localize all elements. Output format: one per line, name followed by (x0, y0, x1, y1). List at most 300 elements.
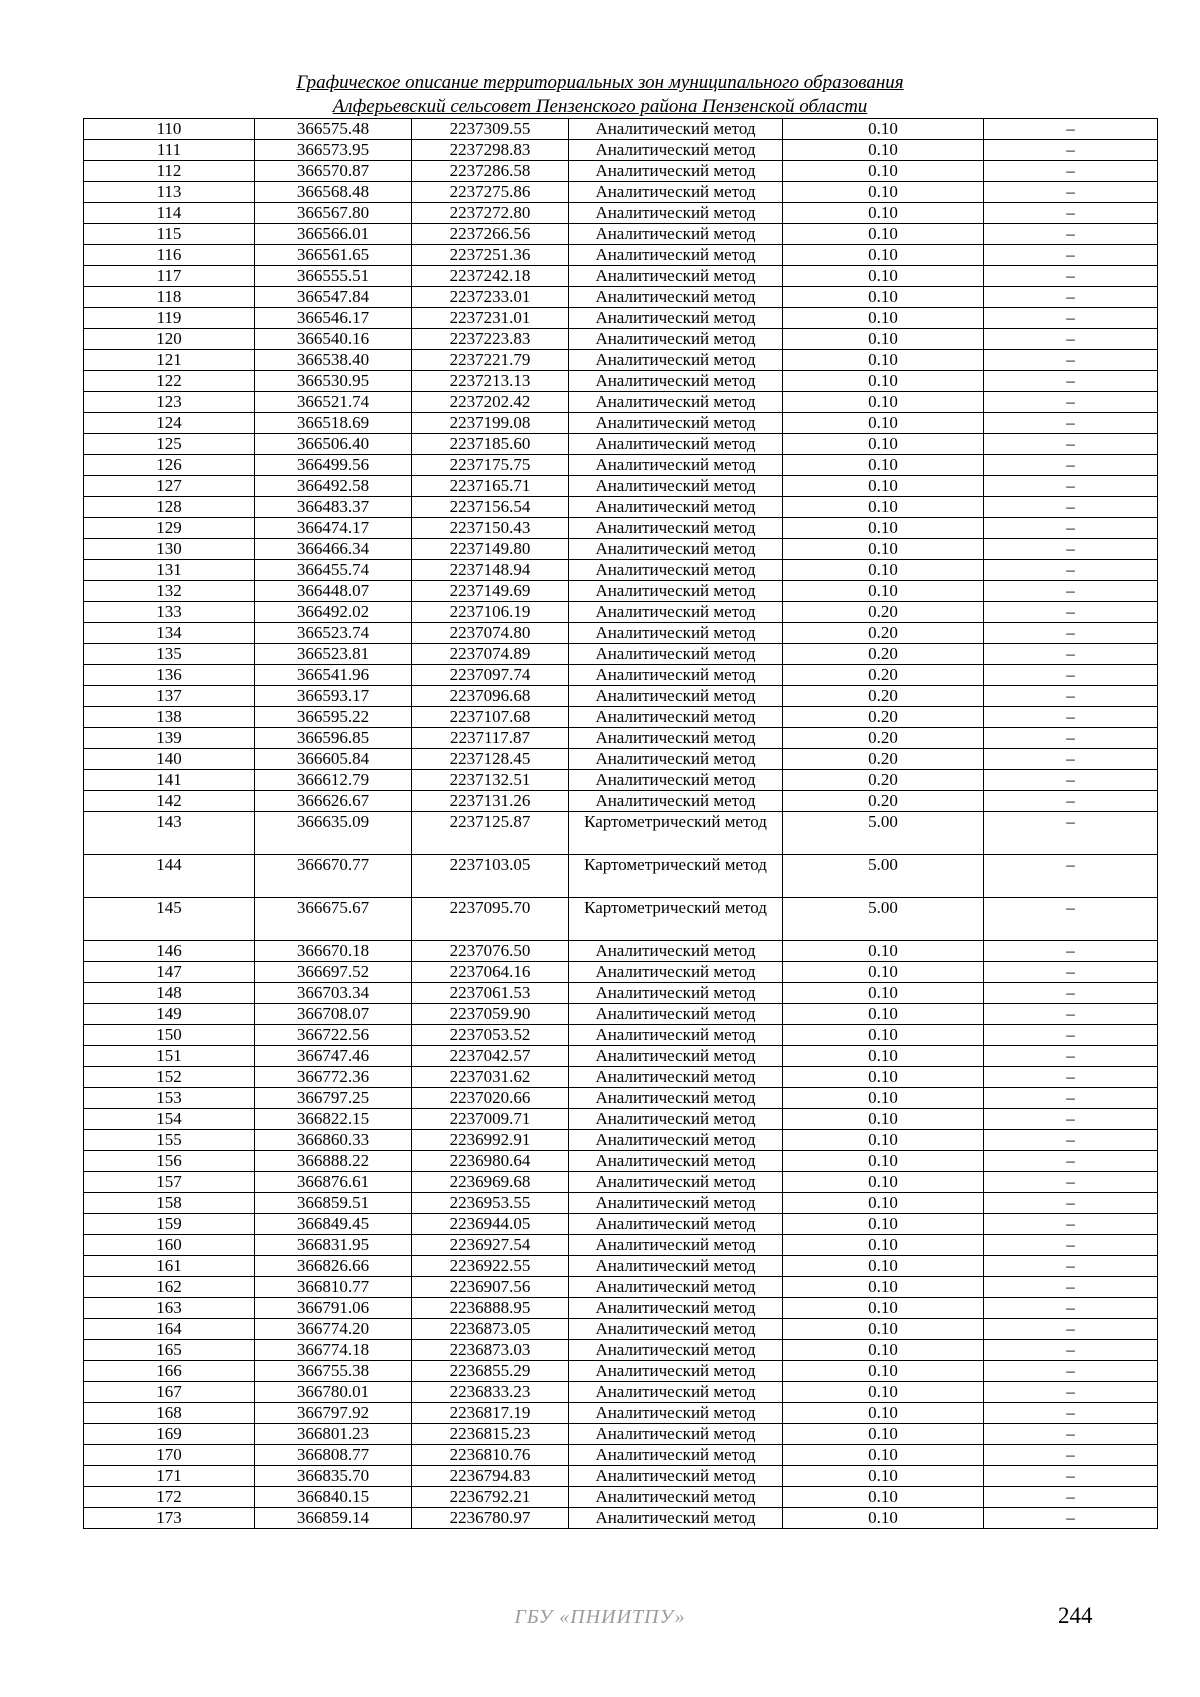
note-cell: – (984, 602, 1158, 623)
y-coordinate-cell: 2237031.62 (412, 1067, 569, 1088)
method-cell: Аналитический метод (569, 518, 783, 539)
note-cell: – (984, 287, 1158, 308)
x-coordinate-cell: 366697.52 (255, 962, 412, 983)
point-number-cell: 155 (84, 1130, 255, 1151)
method-cell: Аналитический метод (569, 1256, 783, 1277)
y-coordinate-cell: 2236888.95 (412, 1298, 569, 1319)
y-coordinate-cell: 2237149.80 (412, 539, 569, 560)
note-cell: – (984, 476, 1158, 497)
method-cell: Аналитический метод (569, 1130, 783, 1151)
y-coordinate-cell: 2236817.19 (412, 1403, 569, 1424)
point-number-cell: 148 (84, 983, 255, 1004)
note-cell: – (984, 140, 1158, 161)
x-coordinate-cell: 366596.85 (255, 728, 412, 749)
point-number-cell: 130 (84, 539, 255, 560)
method-cell: Аналитический метод (569, 791, 783, 812)
table-row (84, 182, 1158, 203)
y-coordinate-cell: 2237125.87 (412, 812, 569, 855)
accuracy-cell: 0.10 (783, 392, 984, 413)
method-cell: Аналитический метод (569, 266, 783, 287)
x-coordinate-cell: 366561.65 (255, 245, 412, 266)
x-coordinate-cell: 366801.23 (255, 1424, 412, 1445)
y-coordinate-cell: 2237223.83 (412, 329, 569, 350)
y-coordinate-cell: 2237106.19 (412, 602, 569, 623)
point-number-cell: 161 (84, 1256, 255, 1277)
x-coordinate-cell: 366547.84 (255, 287, 412, 308)
x-coordinate-cell: 366797.92 (255, 1403, 412, 1424)
x-coordinate-cell: 366541.96 (255, 665, 412, 686)
point-number-cell: 133 (84, 602, 255, 623)
y-coordinate-cell: 2237132.51 (412, 770, 569, 791)
point-number-cell: 126 (84, 455, 255, 476)
y-coordinate-cell: 2237064.16 (412, 962, 569, 983)
note-cell: – (984, 1319, 1158, 1340)
table-row (84, 1004, 1158, 1025)
note-cell: – (984, 665, 1158, 686)
x-coordinate-cell: 366797.25 (255, 1088, 412, 1109)
y-coordinate-cell: 2237266.56 (412, 224, 569, 245)
method-cell: Аналитический метод (569, 686, 783, 707)
x-coordinate-cell: 366492.58 (255, 476, 412, 497)
x-coordinate-cell: 366605.84 (255, 749, 412, 770)
point-number-cell: 142 (84, 791, 255, 812)
point-number-cell: 168 (84, 1403, 255, 1424)
x-coordinate-cell: 366523.74 (255, 623, 412, 644)
table-row (84, 855, 1158, 898)
note-cell: – (984, 371, 1158, 392)
accuracy-cell: 0.10 (783, 497, 984, 518)
point-number-cell: 123 (84, 392, 255, 413)
point-number-cell: 121 (84, 350, 255, 371)
point-number-cell: 118 (84, 287, 255, 308)
y-coordinate-cell: 2237185.60 (412, 434, 569, 455)
point-number-cell: 162 (84, 1277, 255, 1298)
note-cell: – (984, 1298, 1158, 1319)
method-cell: Аналитический метод (569, 1424, 783, 1445)
method-cell: Аналитический метод (569, 581, 783, 602)
y-coordinate-cell: 2237059.90 (412, 1004, 569, 1025)
y-coordinate-cell: 2237131.26 (412, 791, 569, 812)
accuracy-cell: 0.10 (783, 224, 984, 245)
accuracy-cell: 0.10 (783, 455, 984, 476)
note-cell: – (984, 182, 1158, 203)
table-row (84, 539, 1158, 560)
accuracy-cell: 0.10 (783, 1235, 984, 1256)
method-cell: Аналитический метод (569, 455, 783, 476)
y-coordinate-cell: 2237275.86 (412, 182, 569, 203)
method-cell: Аналитический метод (569, 413, 783, 434)
method-cell: Аналитический метод (569, 1109, 783, 1130)
x-coordinate-cell: 366499.56 (255, 455, 412, 476)
x-coordinate-cell: 366849.45 (255, 1214, 412, 1235)
table-row (84, 665, 1158, 686)
point-number-cell: 144 (84, 855, 255, 898)
point-number-cell: 125 (84, 434, 255, 455)
y-coordinate-cell: 2237074.80 (412, 623, 569, 644)
table-row (84, 1466, 1158, 1487)
table-row (84, 1277, 1158, 1298)
y-coordinate-cell: 2236815.23 (412, 1424, 569, 1445)
method-cell: Аналитический метод (569, 182, 783, 203)
accuracy-cell: 0.10 (783, 1025, 984, 1046)
y-coordinate-cell: 2237095.70 (412, 898, 569, 941)
table-row (84, 770, 1158, 791)
table-row (84, 1298, 1158, 1319)
note-cell: – (984, 1487, 1158, 1508)
note-cell: – (984, 392, 1158, 413)
y-coordinate-cell: 2237272.80 (412, 203, 569, 224)
table-row (84, 392, 1158, 413)
table-row (84, 308, 1158, 329)
y-coordinate-cell: 2236927.54 (412, 1235, 569, 1256)
x-coordinate-cell: 366755.38 (255, 1361, 412, 1382)
accuracy-cell: 0.20 (783, 665, 984, 686)
x-coordinate-cell: 366810.77 (255, 1277, 412, 1298)
page-number: 244 (1058, 1603, 1093, 1628)
accuracy-cell: 0.10 (783, 1046, 984, 1067)
method-cell: Картометрический метод (569, 812, 783, 855)
x-coordinate-cell: 366570.87 (255, 161, 412, 182)
point-number-cell: 122 (84, 371, 255, 392)
x-coordinate-cell: 366747.46 (255, 1046, 412, 1067)
y-coordinate-cell: 2236855.29 (412, 1361, 569, 1382)
method-cell: Аналитический метод (569, 1235, 783, 1256)
accuracy-cell: 0.10 (783, 203, 984, 224)
note-cell: – (984, 1235, 1158, 1256)
x-coordinate-cell: 366546.17 (255, 308, 412, 329)
accuracy-cell: 0.20 (783, 728, 984, 749)
y-coordinate-cell: 2237231.01 (412, 308, 569, 329)
note-cell: – (984, 1445, 1158, 1466)
accuracy-cell: 0.10 (783, 308, 984, 329)
table-row (84, 983, 1158, 1004)
y-coordinate-cell: 2236794.83 (412, 1466, 569, 1487)
y-coordinate-cell: 2237149.69 (412, 581, 569, 602)
y-coordinate-cell: 2237150.43 (412, 518, 569, 539)
y-coordinate-cell: 2237103.05 (412, 855, 569, 898)
point-number-cell: 167 (84, 1382, 255, 1403)
method-cell: Аналитический метод (569, 287, 783, 308)
method-cell: Аналитический метод (569, 983, 783, 1004)
table-row (84, 623, 1158, 644)
table-row (84, 749, 1158, 770)
table-row (84, 455, 1158, 476)
accuracy-cell: 0.10 (783, 287, 984, 308)
point-number-cell: 110 (84, 119, 255, 140)
note-cell: – (984, 1004, 1158, 1025)
point-number-cell: 153 (84, 1088, 255, 1109)
y-coordinate-cell: 2237165.71 (412, 476, 569, 497)
point-number-cell: 147 (84, 962, 255, 983)
accuracy-cell: 0.10 (783, 245, 984, 266)
point-number-cell: 159 (84, 1214, 255, 1235)
method-cell: Аналитический метод (569, 497, 783, 518)
table-row (84, 203, 1158, 224)
method-cell: Аналитический метод (569, 329, 783, 350)
point-number-cell: 150 (84, 1025, 255, 1046)
y-coordinate-cell: 2237053.52 (412, 1025, 569, 1046)
y-coordinate-cell: 2236980.64 (412, 1151, 569, 1172)
y-coordinate-cell: 2237074.89 (412, 644, 569, 665)
method-cell: Аналитический метод (569, 539, 783, 560)
note-cell: – (984, 1046, 1158, 1067)
y-coordinate-cell: 2237148.94 (412, 560, 569, 581)
note-cell: – (984, 855, 1158, 898)
note-cell: – (984, 1361, 1158, 1382)
x-coordinate-cell: 366774.20 (255, 1319, 412, 1340)
note-cell: – (984, 1088, 1158, 1109)
x-coordinate-cell: 366595.22 (255, 707, 412, 728)
note-cell: – (984, 941, 1158, 962)
x-coordinate-cell: 366523.81 (255, 644, 412, 665)
point-number-cell: 131 (84, 560, 255, 581)
y-coordinate-cell: 2237009.71 (412, 1109, 569, 1130)
method-cell: Аналитический метод (569, 749, 783, 770)
method-cell: Аналитический метод (569, 350, 783, 371)
table-row (84, 1151, 1158, 1172)
note-cell: – (984, 539, 1158, 560)
y-coordinate-cell: 2237251.36 (412, 245, 569, 266)
point-number-cell: 127 (84, 476, 255, 497)
point-number-cell: 115 (84, 224, 255, 245)
y-coordinate-cell: 2236922.55 (412, 1256, 569, 1277)
note-cell: – (984, 413, 1158, 434)
point-number-cell: 158 (84, 1193, 255, 1214)
accuracy-cell: 0.20 (783, 791, 984, 812)
footer-organization: ГБУ «ПНИИТПУ» (514, 1606, 686, 1628)
method-cell: Аналитический метод (569, 161, 783, 182)
y-coordinate-cell: 2237156.54 (412, 497, 569, 518)
accuracy-cell: 0.10 (783, 1445, 984, 1466)
method-cell: Аналитический метод (569, 770, 783, 791)
method-cell: Аналитический метод (569, 962, 783, 983)
method-cell: Аналитический метод (569, 1466, 783, 1487)
x-coordinate-cell: 366506.40 (255, 434, 412, 455)
y-coordinate-cell: 2237202.42 (412, 392, 569, 413)
y-coordinate-cell: 2236873.05 (412, 1319, 569, 1340)
accuracy-cell: 0.10 (783, 941, 984, 962)
note-cell: – (984, 1151, 1158, 1172)
point-number-cell: 128 (84, 497, 255, 518)
table-row (84, 518, 1158, 539)
x-coordinate-cell: 366530.95 (255, 371, 412, 392)
point-number-cell: 114 (84, 203, 255, 224)
x-coordinate-cell: 366876.61 (255, 1172, 412, 1193)
accuracy-cell: 0.10 (783, 1172, 984, 1193)
point-number-cell: 172 (84, 1487, 255, 1508)
note-cell: – (984, 245, 1158, 266)
x-coordinate-cell: 366566.01 (255, 224, 412, 245)
coordinates-table-body (84, 119, 1158, 1529)
accuracy-cell: 0.10 (783, 1403, 984, 1424)
point-number-cell: 135 (84, 644, 255, 665)
point-number-cell: 165 (84, 1340, 255, 1361)
x-coordinate-cell: 366575.48 (255, 119, 412, 140)
y-coordinate-cell: 2237242.18 (412, 266, 569, 287)
accuracy-cell: 0.10 (783, 1088, 984, 1109)
point-number-cell: 140 (84, 749, 255, 770)
accuracy-cell: 0.20 (783, 770, 984, 791)
x-coordinate-cell: 366859.14 (255, 1508, 412, 1529)
method-cell: Аналитический метод (569, 1193, 783, 1214)
point-number-cell: 143 (84, 812, 255, 855)
accuracy-cell: 5.00 (783, 855, 984, 898)
note-cell: – (984, 1172, 1158, 1193)
point-number-cell: 136 (84, 665, 255, 686)
x-coordinate-cell: 366703.34 (255, 983, 412, 1004)
document-title-line2: Алферьевский сельсовет Пензенского района Пензенской области (332, 96, 868, 117)
table-row (84, 476, 1158, 497)
x-coordinate-cell: 366772.36 (255, 1067, 412, 1088)
method-cell: Картометрический метод (569, 855, 783, 898)
note-cell: – (984, 560, 1158, 581)
table-row (84, 707, 1158, 728)
x-coordinate-cell: 366568.48 (255, 182, 412, 203)
note-cell: – (984, 497, 1158, 518)
method-cell: Аналитический метод (569, 1298, 783, 1319)
accuracy-cell: 0.10 (783, 1130, 984, 1151)
y-coordinate-cell: 2237309.55 (412, 119, 569, 140)
table-row (84, 1340, 1158, 1361)
point-number-cell: 157 (84, 1172, 255, 1193)
y-coordinate-cell: 2236969.68 (412, 1172, 569, 1193)
x-coordinate-cell: 366860.33 (255, 1130, 412, 1151)
accuracy-cell: 0.10 (783, 983, 984, 1004)
accuracy-cell: 0.10 (783, 1382, 984, 1403)
table-row (84, 287, 1158, 308)
point-number-cell: 137 (84, 686, 255, 707)
y-coordinate-cell: 2237298.83 (412, 140, 569, 161)
note-cell: – (984, 350, 1158, 371)
y-coordinate-cell: 2237128.45 (412, 749, 569, 770)
accuracy-cell: 0.10 (783, 266, 984, 287)
note-cell: – (984, 707, 1158, 728)
x-coordinate-cell: 366840.15 (255, 1487, 412, 1508)
note-cell: – (984, 1256, 1158, 1277)
point-number-cell: 132 (84, 581, 255, 602)
note-cell: – (984, 898, 1158, 941)
accuracy-cell: 0.10 (783, 161, 984, 182)
accuracy-cell: 0.10 (783, 182, 984, 203)
note-cell: – (984, 686, 1158, 707)
method-cell: Аналитический метод (569, 1214, 783, 1235)
note-cell: – (984, 1508, 1158, 1529)
point-number-cell: 116 (84, 245, 255, 266)
x-coordinate-cell: 366670.18 (255, 941, 412, 962)
table-row (84, 1193, 1158, 1214)
table-row (84, 434, 1158, 455)
note-cell: – (984, 1277, 1158, 1298)
note-cell: – (984, 812, 1158, 855)
table-row (84, 1235, 1158, 1256)
y-coordinate-cell: 2237233.01 (412, 287, 569, 308)
note-cell: – (984, 1214, 1158, 1235)
method-cell: Аналитический метод (569, 1067, 783, 1088)
method-cell: Аналитический метод (569, 1151, 783, 1172)
table-row (84, 266, 1158, 287)
accuracy-cell: 0.10 (783, 119, 984, 140)
x-coordinate-cell: 366448.07 (255, 581, 412, 602)
method-cell: Аналитический метод (569, 1025, 783, 1046)
y-coordinate-cell: 2236792.21 (412, 1487, 569, 1508)
note-cell: – (984, 308, 1158, 329)
table-row (84, 602, 1158, 623)
method-cell: Аналитический метод (569, 140, 783, 161)
accuracy-cell: 0.10 (783, 962, 984, 983)
point-number-cell: 145 (84, 898, 255, 941)
x-coordinate-cell: 366635.09 (255, 812, 412, 855)
method-cell: Аналитический метод (569, 1487, 783, 1508)
accuracy-cell: 0.10 (783, 413, 984, 434)
accuracy-cell: 0.10 (783, 371, 984, 392)
method-cell: Аналитический метод (569, 1172, 783, 1193)
accuracy-cell: 0.10 (783, 1214, 984, 1235)
accuracy-cell: 0.10 (783, 518, 984, 539)
method-cell: Аналитический метод (569, 1403, 783, 1424)
method-cell: Аналитический метод (569, 224, 783, 245)
note-cell: – (984, 1067, 1158, 1088)
method-cell: Аналитический метод (569, 602, 783, 623)
accuracy-cell: 0.10 (783, 560, 984, 581)
table-row (84, 224, 1158, 245)
x-coordinate-cell: 366521.74 (255, 392, 412, 413)
x-coordinate-cell: 366538.40 (255, 350, 412, 371)
accuracy-cell: 0.10 (783, 1004, 984, 1025)
table-row (84, 1109, 1158, 1130)
accuracy-cell: 0.10 (783, 1487, 984, 1508)
y-coordinate-cell: 2237076.50 (412, 941, 569, 962)
y-coordinate-cell: 2236873.03 (412, 1340, 569, 1361)
table-row (84, 1361, 1158, 1382)
coordinates-table (83, 118, 1158, 1529)
table-row (84, 1088, 1158, 1109)
method-cell: Аналитический метод (569, 707, 783, 728)
table-row (84, 1172, 1158, 1193)
x-coordinate-cell: 366675.67 (255, 898, 412, 941)
table-row (84, 1025, 1158, 1046)
x-coordinate-cell: 366492.02 (255, 602, 412, 623)
method-cell: Аналитический метод (569, 560, 783, 581)
table-row (84, 350, 1158, 371)
accuracy-cell: 0.10 (783, 350, 984, 371)
x-coordinate-cell: 366567.80 (255, 203, 412, 224)
accuracy-cell: 0.10 (783, 539, 984, 560)
table-row (84, 581, 1158, 602)
method-cell: Аналитический метод (569, 1046, 783, 1067)
method-cell: Аналитический метод (569, 941, 783, 962)
point-number-cell: 163 (84, 1298, 255, 1319)
y-coordinate-cell: 2237020.66 (412, 1088, 569, 1109)
point-number-cell: 154 (84, 1109, 255, 1130)
table-row (84, 686, 1158, 707)
x-coordinate-cell: 366708.07 (255, 1004, 412, 1025)
note-cell: – (984, 1340, 1158, 1361)
table-row (84, 728, 1158, 749)
x-coordinate-cell: 366474.17 (255, 518, 412, 539)
table-row (84, 1319, 1158, 1340)
note-cell: – (984, 644, 1158, 665)
table-row (84, 1508, 1158, 1529)
point-number-cell: 138 (84, 707, 255, 728)
note-cell: – (984, 1424, 1158, 1445)
accuracy-cell: 0.10 (783, 1067, 984, 1088)
point-number-cell: 120 (84, 329, 255, 350)
note-cell: – (984, 1193, 1158, 1214)
table-row (84, 1424, 1158, 1445)
note-cell: – (984, 119, 1158, 140)
method-cell: Аналитический метод (569, 1340, 783, 1361)
table-row (84, 497, 1158, 518)
